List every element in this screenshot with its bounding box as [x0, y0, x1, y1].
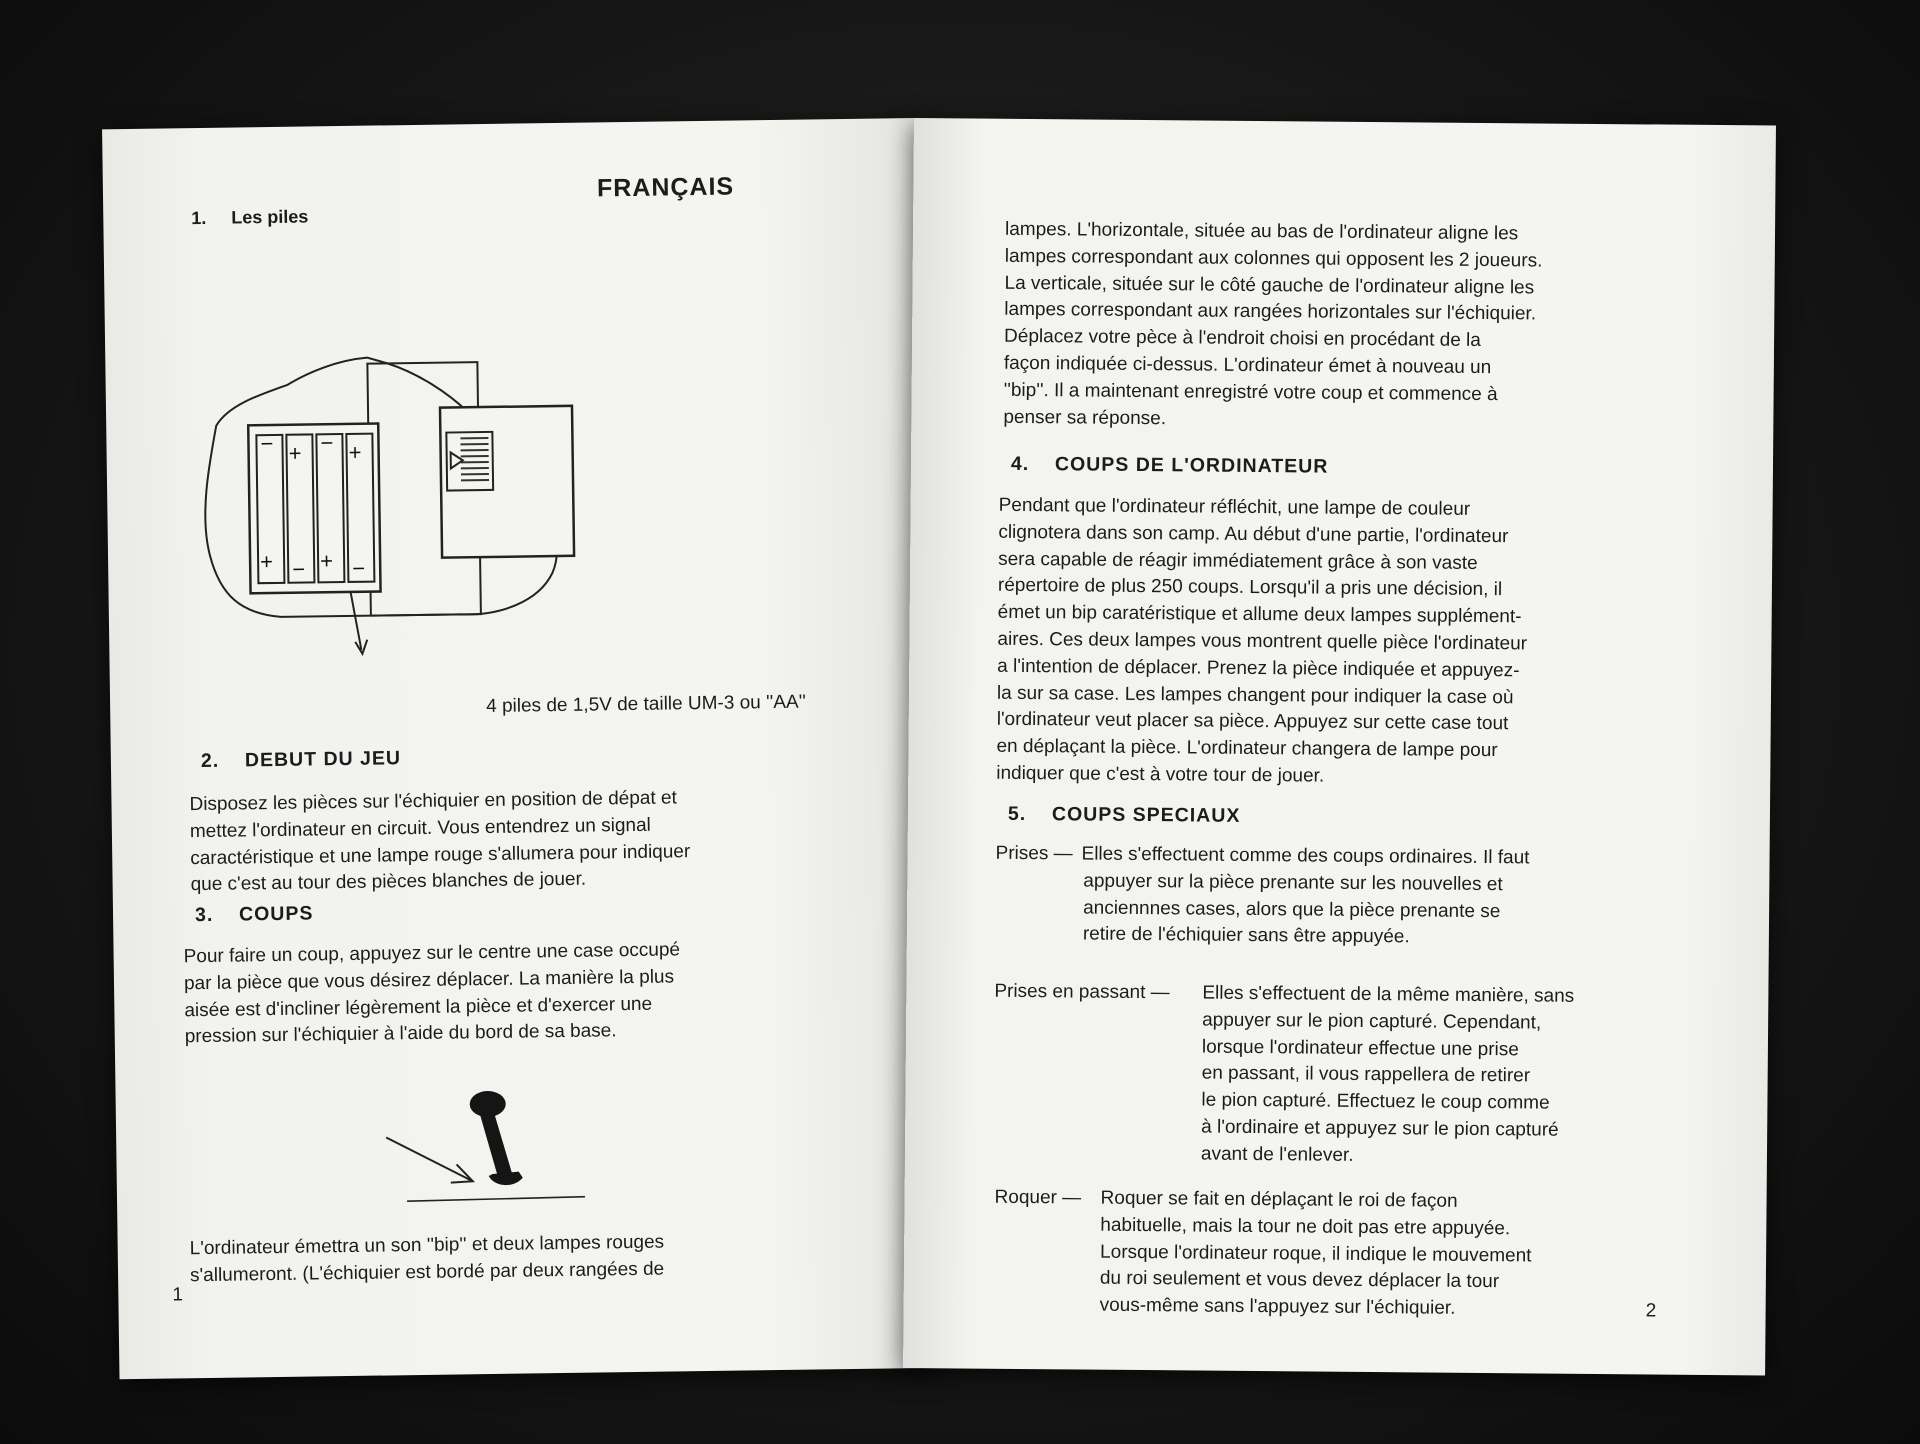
passant-text: Elles s'effectuent de la même manière, sans appuyer sur le pion capturé. Cependant, lorsque l'ordinateur effectue une prise en passant, il vous rappellera de retirer le pion capturé. Effectuez le coup comme à l'ordinaire et appuyez sur le pion capturé avant de l'enlever.: [1200, 982, 1575, 1166]
left-page: [102, 118, 931, 1379]
tilted-piece-illustration: [369, 1082, 601, 1215]
svg-text:−: −: [292, 556, 306, 582]
right-page: [903, 118, 1776, 1375]
intro-text: lampes. L'horizontale, située au bas de l'ordinateur aligne les lampes correspondant aux colonnes qui opposent les 2 joueurs. La verticale, située sur le côté gauche de l'ordinateur aligne les lampes correspondant aux rangées horizontales sur l'échiquier. Déplacez votre pèce à l'endroit choisi en procédant de la façon indiquée ci-dessus. L'ordinateur émet à nouveau un ''bip''. Il a maintenant enregistré votre coup et commence à penser sa réponse.: [1003, 218, 1543, 429]
section-2-heading: 2. DEBUT DU JEU: [200, 747, 402, 773]
bottom-text: L'ordinateur émettra un son ''bip'' et deux lampes rouges s'allumeront. (L'échiquier est bordé par deux rangées de: [189, 1231, 665, 1287]
section-2-text: Disposez les pièces sur l'échiquier en position de dépat et mettez l'ordinateur en circuit. Vous entendrez un signal caractéristique et une lampe rouge s'allumera pour indiquer que c'est au tour des pièces blanches de jouer.: [189, 787, 691, 896]
svg-text:+: +: [319, 548, 334, 574]
svg-text:+: +: [288, 440, 302, 466]
page-number-right: 2: [1645, 1300, 1657, 1322]
svg-text:−: −: [352, 555, 366, 581]
roquer-label: Roquer —: [994, 1186, 1082, 1209]
section-1-heading: 1. Les piles: [191, 206, 309, 229]
svg-text:+: +: [348, 439, 362, 465]
passant-label: Prises en passant —: [994, 980, 1170, 1004]
section-3-text: Pour faire un coup, appuyez sur le centre une case occupé par la pièce que vous désirez déplacer. La manière la plus aisée est d'incliner légèrement la pièce et d'exercer une pression sur l'échiquier à l'aide du bord de sa base.: [183, 939, 681, 1048]
section-4-text: Pendant que l'ordinateur réfléchit, une lampe de couleur clignotera dans son camp. Au début d'une partie, l'ordinateur sera capable de réagir immédiatement grâce à son vaste répertoire de plus 250 coups. Lorsqu'il a pris une décision, il émet un bip caratéristique et allume deux lampes supplément- aires. Ces deux lampes vous montrent quelle pièce l'ordinateur a l'intention de déplacer. Prenez la pièce indiquée et appuyez- la sur sa case. Les lampes changent pour indiquer la case où l'ordinateur veut placer sa pièce. Appuyez sur cette case tout en déplaçant la pièce. L'ordinateur changera de lampe pour indiquer que c'est à votre tour de jouer.: [996, 494, 1528, 787]
roquer-text: Roquer se fait en déplaçant le roi de façon habituelle, mais la tour ne doit pas etre appuyée. Lorsque l'ordinateur roque, il indique le mouvement du roi seulement et vous devez déplacer la tour vous-même sans l'appuyez sur l'échiquier.: [1099, 1187, 1532, 1319]
section-3-heading: 3. COUPS: [194, 902, 314, 927]
svg-text:−: −: [320, 430, 334, 456]
svg-text:+: +: [259, 548, 274, 575]
section-5-heading: 5. COUPS SPECIAUX: [1007, 802, 1241, 827]
battery-compartment-illustration: [197, 351, 581, 666]
page-number-left: 1: [172, 1284, 184, 1306]
battery-caption: 4 piles de 1,5V de taille UM-3 ou ''AA'': [486, 691, 807, 718]
page-title: FRANÇAIS: [596, 172, 735, 203]
prises-text: Elles s'effectuent comme des coups ordinaires. Il faut appuyer sur la pièce prenante sur les nouvelles et anciennnes cases, alors que la pièce prenante se retire de l'échiquier sans être appuyée.: [1081, 843, 1530, 948]
prises-label: Prises —: [995, 842, 1073, 865]
section-4-heading: 4. COUPS DE L'ORDINATEUR: [1010, 452, 1329, 478]
svg-text:−: −: [260, 430, 274, 457]
